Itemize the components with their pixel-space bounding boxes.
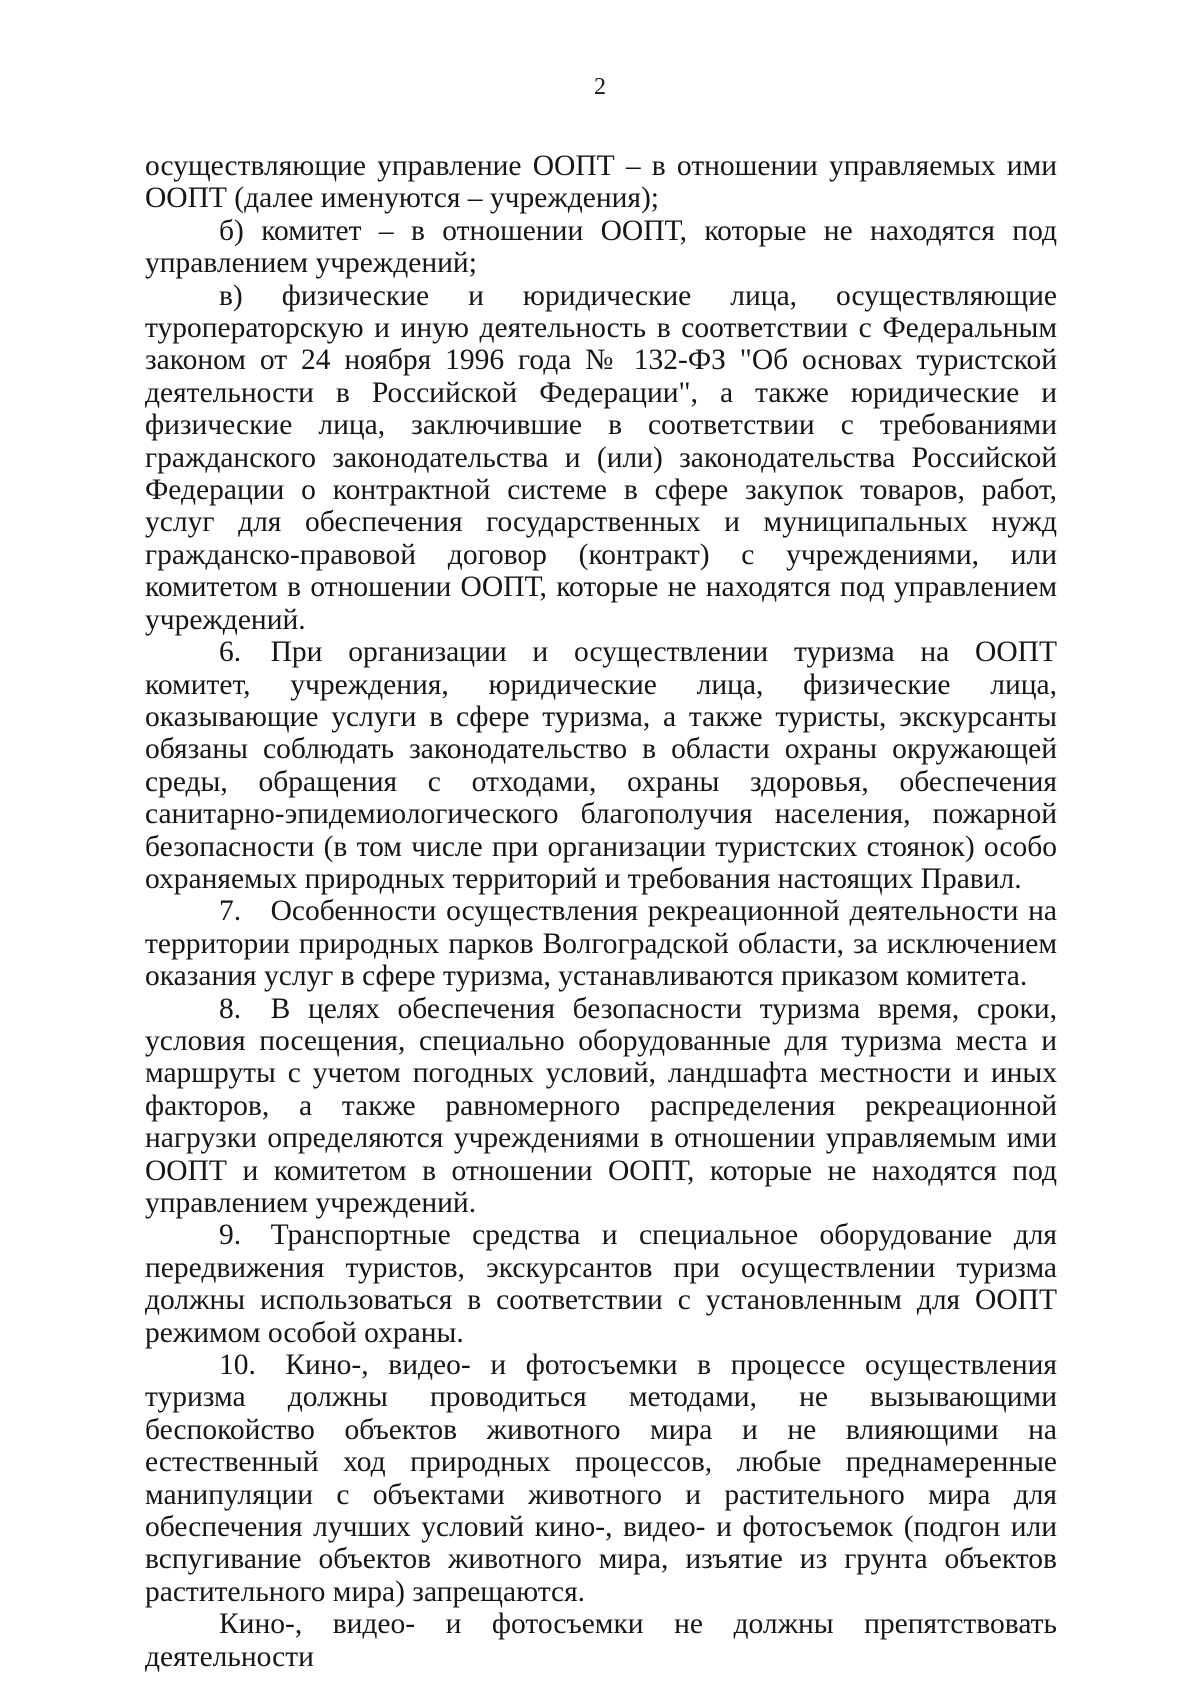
paragraph-v-persons: в) физические и юридические лица, осуществляющие туроператорскую и иную деятельность в соответствии с Федеральным законом от 24 ноября 1996 года № 132-ФЗ "Об основах туристской деятельности в Российской Федерации", а также юридические и физические лица, заключившие в соответствии с требованиями гражданского законодательства и (или) законодательства Российской Федерации о контрактной системе в сфере закупок товаров, работ, услуг для обеспечения государственных и муниципальных нужд гражданско-правовой договор (контракт) с учреждениями, или комитетом в отношении ООПТ, которые не находятся под управлением учреждений. xyxy=(145,279,1057,636)
paragraph-b-committee: б) комитет – в отношении ООПТ, которые не находятся под управлением учреждений; xyxy=(145,214,1057,280)
paragraph-10: 10. Кино-, видео- и фотосъемки в процессе осуществления туризма должны проводиться методами, не вызывающими беспокойство объектов животного мира и не влияющими на естественный ход природных процессов, любые преднамеренные манипуляции с объектами животного и растительного мира для обеспечения лучших условий кино-, видео- и фотосъемок (подгон или вспугивание объектов животного мира, изъятие из грунта объектов растительного мира) запрещаются. xyxy=(145,1349,1057,1608)
paragraph-10-continuation: Кино-, видео- и фотосъемки не должны препятствовать деятельности xyxy=(145,1608,1057,1673)
page-number: 2 xyxy=(594,74,606,100)
paragraph-7: 7. Особенности осуществления рекреационной деятельности на территории природных парков Волгоградской области, за исключением оказания услуг в сфере туризма, устанавливаются приказом комитета. xyxy=(145,895,1057,993)
paragraph-8: 8. В целях обеспечения безопасности туризма время, сроки, условия посещения, специально оборудованные для туризма места и маршруты с учетом погодных условий, ландшафта местности и иных факторов, а также равномерного распределения рекреационной нагрузки определяются учреждениями в отношении управляемым ими ООПТ и комитетом в отношении ООПТ, которые не находятся под управлением учреждений. xyxy=(145,992,1057,1219)
document-body xyxy=(145,150,1057,1673)
paragraph-9: 9. Транспортные средства и специальное оборудование для передвижения туристов, экскурсантов при осуществлении туризма должны использоваться в соответствии с установленным для ООПТ режимом особой охраны. xyxy=(145,1219,1057,1349)
paragraph-continuation: осуществляющие управление ООПТ – в отношении управляемых ими ООПТ (далее именуются – учреждения); xyxy=(145,150,1057,215)
paragraph-6: 6. При организации и осуществлении туризма на ООПТ комитет, учреждения, юридические лица, физические лица, оказывающие услуги в сфере туризма, а также туристы, экскурсанты обязаны соблюдать законодательство в области охраны окружающей среды, обращения с отходами, охраны здоровья, обеспечения санитарно-эпидемиологического благополучия населения, пожарной безопасности (в том числе при организации туристских стоянок) особо охраняемых природных территорий и требования настоящих Правил. xyxy=(145,636,1057,895)
